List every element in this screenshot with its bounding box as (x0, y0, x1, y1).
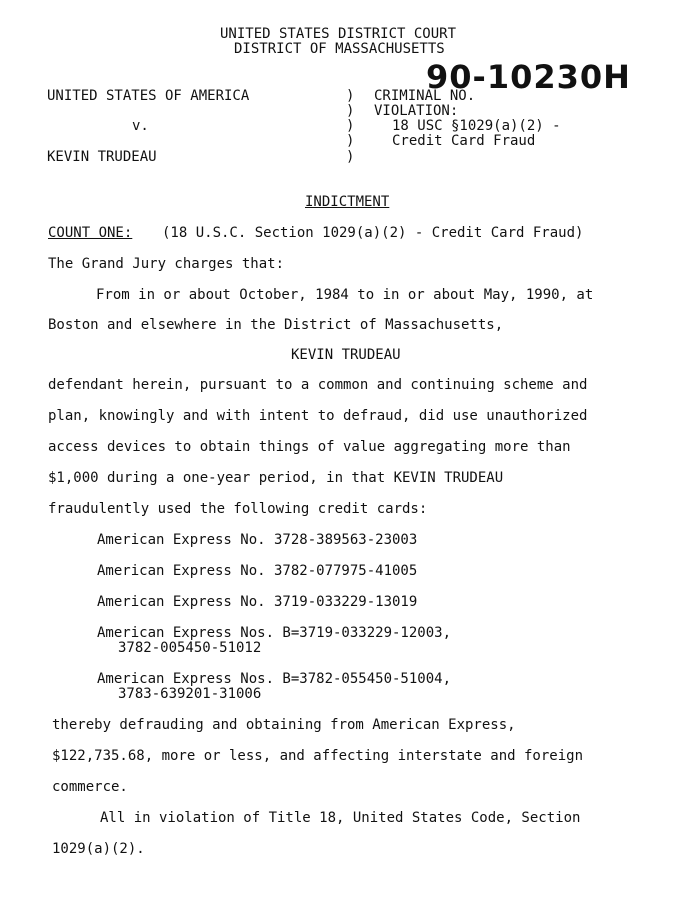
criminal-no-label: CRIMINAL NO. (374, 88, 476, 104)
body-text: All in violation of Title 18, United States Code, Section (100, 810, 581, 826)
body-text: fraudulently used the following credit cards: (48, 501, 428, 517)
body-text: Boston and elsewhere in the District of Massachusetts, (48, 317, 504, 333)
body-text: 1029(a)(2). (52, 841, 145, 857)
body-text: thereby defrauding and obtaining from American Express, (52, 717, 516, 733)
credit-card-entry: American Express Nos. B=3782-055450-51004, (97, 671, 452, 687)
violation-label: VIOLATION: (374, 103, 459, 119)
versus-text: v. (132, 118, 149, 134)
caption-bracket: ) (346, 88, 355, 104)
credit-card-entry-continued: 3782-005450-51012 (118, 640, 262, 656)
defendant-name-centered: KEVIN TRUDEAU (291, 347, 401, 363)
body-text: commerce. (52, 779, 128, 795)
violation-statute: 18 USC §1029(a)(2) - (392, 118, 561, 134)
credit-card-entry: American Express No. 3728-389563-23003 (97, 532, 418, 548)
indictment-title: INDICTMENT (305, 194, 390, 210)
body-text: access devices to obtain things of value aggregating more than (48, 439, 571, 455)
court-district: DISTRICT OF MASSACHUSETTS (234, 41, 445, 57)
count-label: COUNT ONE: (48, 225, 133, 241)
credit-card-entry: American Express Nos. B=3719-033229-12003, (97, 625, 452, 641)
body-text: From in or about October, 1984 to in or about May, 1990, at (96, 287, 594, 303)
credit-card-entry: American Express No. 3782-077975-41005 (97, 563, 418, 579)
violation-description: Credit Card Fraud (392, 133, 536, 149)
caption-bracket: ) (346, 103, 355, 119)
caption-bracket: ) (346, 149, 355, 165)
body-text: $122,735.68, more or less, and affecting interstate and foreign (52, 748, 584, 764)
credit-card-entry-continued: 3783-639201-31006 (118, 686, 262, 702)
court-name: UNITED STATES DISTRICT COURT (220, 26, 457, 42)
charge-intro: The Grand Jury charges that: (48, 256, 285, 272)
body-text: $1,000 during a one-year period, in that KEVIN TRUDEAU (48, 470, 504, 486)
caption-bracket: ) (346, 133, 355, 149)
plaintiff-name: UNITED STATES OF AMERICA (47, 88, 250, 104)
case-number-stamp: 90-10230H (426, 58, 631, 96)
body-text: defendant herein, pursuant to a common and continuing scheme and (48, 377, 588, 393)
defendant-name: KEVIN TRUDEAU (47, 149, 157, 165)
credit-card-entry: American Express No. 3719-033229-13019 (97, 594, 418, 610)
count-description: (18 U.S.C. Section 1029(a)(2) - Credit Card Fraud) (162, 225, 584, 241)
body-text: plan, knowingly and with intent to defraud, did use unauthorized (48, 408, 588, 424)
caption-bracket: ) (346, 118, 355, 134)
